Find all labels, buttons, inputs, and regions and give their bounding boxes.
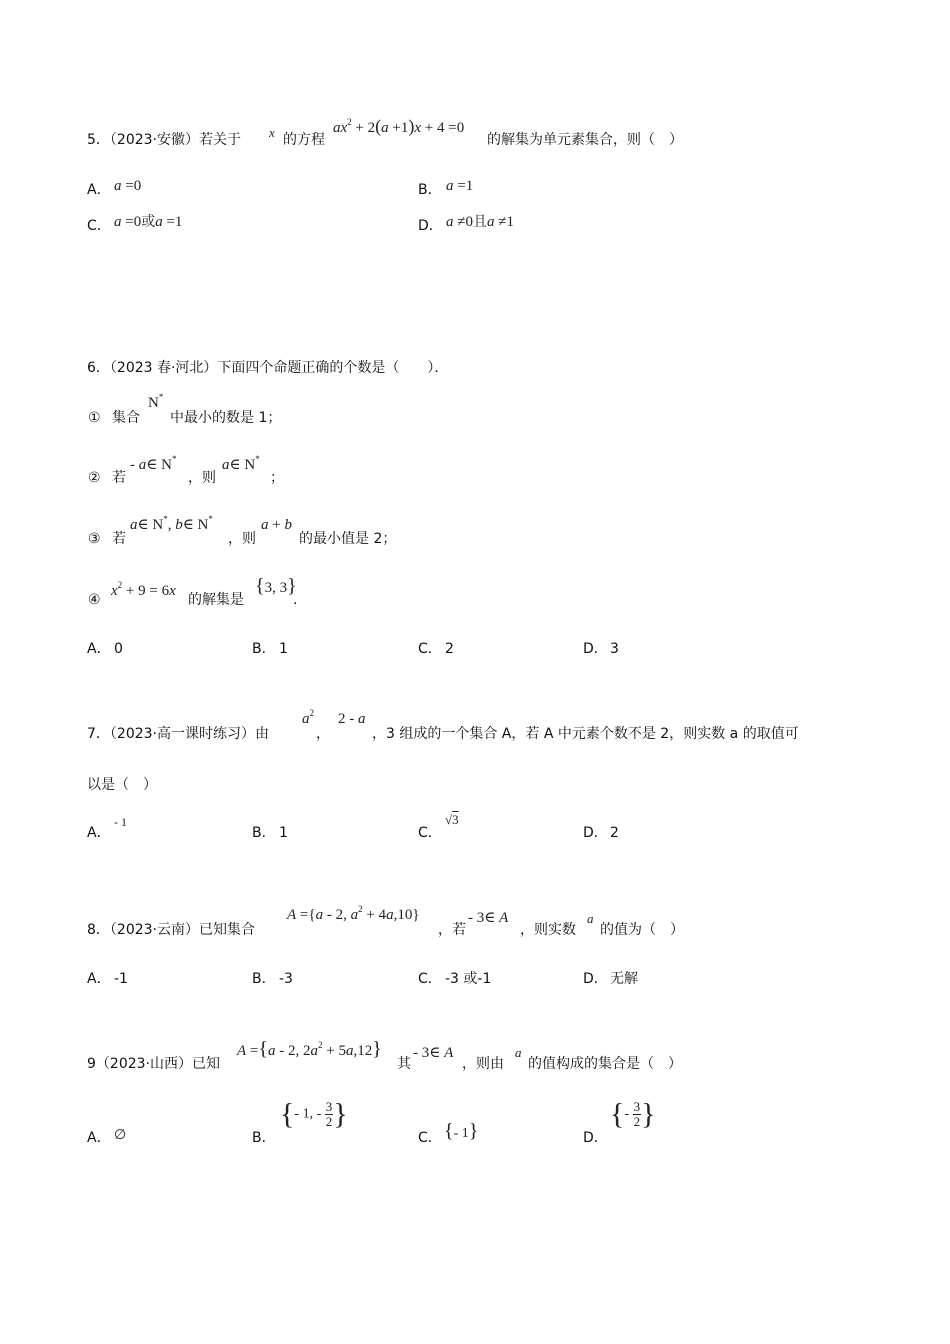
q8-option-b-label: B．: [252, 971, 276, 987]
q9-option-d-math: {- $\frac{3}{2}$ }: [610, 1097, 656, 1131]
q6-item2-text-b: ，则: [188, 470, 216, 486]
q6-item4-circle: ④: [88, 592, 101, 608]
q6-option-a-text: 0: [114, 641, 123, 657]
q5-suffix: 的解集为单元素集合，则（ ）: [487, 132, 683, 148]
q7-option-d-text: 2: [610, 825, 619, 841]
q6-item4-text-b: .: [293, 592, 298, 608]
q8-math-member: - 3∈ A: [468, 910, 509, 926]
q6-option-b-label: B．: [252, 641, 276, 657]
q9-option-c-label: C．: [418, 1130, 442, 1146]
q9-option-b-math: {- 1, - $\frac{3}{2}$ }: [280, 1097, 348, 1131]
q6-option-a-label: A．: [87, 641, 111, 657]
q8-option-a-label: A．: [87, 971, 111, 987]
q6-item3-text-a: 若: [112, 531, 126, 547]
q5-option-a-label: A．: [87, 182, 111, 198]
q5-option-a-math: a =0: [114, 178, 142, 194]
q9-var-a: a: [515, 1045, 522, 1060]
q9-suffix: 的值构成的集合是（ ）: [528, 1056, 682, 1072]
q5-mid: 的方程: [283, 132, 325, 148]
q8-prefix: 8．（2023·云南）已知集合: [87, 922, 255, 938]
q6-item3-circle: ③: [88, 531, 101, 547]
q9-mid2: ，则由: [462, 1056, 504, 1072]
q8-mid2: ，则实数: [520, 922, 576, 938]
q7-option-a-label: A．: [87, 825, 111, 841]
q8-var-a: a: [587, 911, 594, 926]
q8-option-b-text: -3: [279, 971, 293, 987]
q5-equation: $ax^2 + 2(a +1)x + 4 =0$: [333, 116, 465, 136]
q9-option-a-math: ∅: [114, 1128, 127, 1143]
q6-item3-text-b: ，则: [228, 531, 256, 547]
q9-math-member: - 3∈ A: [413, 1045, 454, 1061]
q9-option-c-math: {- 1}: [444, 1120, 479, 1142]
q5-option-d-label: D．: [418, 218, 443, 234]
q9-option-d-label: D．: [583, 1130, 608, 1146]
q6-item2-text-c: ；: [270, 470, 284, 486]
q5-prefix: 5．（2023·安徽）若关于: [87, 132, 241, 148]
q9-option-b-label: B．: [252, 1130, 276, 1146]
q9-mid: 其: [397, 1056, 411, 1072]
q6-item3-math1: a∈ N*, b∈ N*: [130, 514, 213, 533]
q9-prefix: 9（2023·山西）已知: [87, 1056, 220, 1072]
q6-option-d-text: 3: [610, 641, 619, 657]
q5-option-d-math: a ≠0且a ≠1: [446, 214, 514, 230]
q6-item2-circle: ②: [88, 470, 101, 486]
q7-option-a-math: - 1: [114, 815, 127, 829]
q6-item1-math: N*: [148, 392, 164, 411]
q9-option-a-label: A．: [87, 1130, 111, 1146]
q6-item1-text-b: 中最小的数是 1；: [170, 410, 282, 426]
q6-item4-math1: $x^2 + 9 = 6x$: [111, 580, 176, 599]
q5-option-b-label: B．: [418, 182, 442, 198]
q7-comma: ，: [316, 726, 330, 742]
q6-item3-math2: a + b: [261, 517, 292, 533]
q5-option-c-math: a =0或a =1: [114, 214, 183, 230]
q7-prefix: 7．（2023·高一课时练习）由: [87, 726, 269, 742]
q6-option-c-text: 2: [445, 641, 454, 657]
q8-option-c-text: -3 或-1: [445, 971, 492, 987]
q8-option-a-text: -1: [114, 971, 128, 987]
q8-math-set: A ={a - 2, $a^2 + 4a,10$}: [287, 904, 420, 923]
q9-math-set: A ={a - 2, $2a^2 + 5a,12$}: [237, 1038, 382, 1060]
q7-line2: 以是（ ）: [87, 777, 157, 793]
q6-item1-text-a: 集合: [112, 410, 140, 426]
q8-option-d-label: D．: [583, 971, 608, 987]
q7-option-c-math: √3: [445, 812, 459, 827]
q6-item2-text-a: 若: [112, 470, 126, 486]
q8-suffix: 的值为（ ）: [600, 922, 684, 938]
q7-math-2-minus-a: 2 - a: [338, 711, 366, 727]
q7-option-d-label: D．: [583, 825, 608, 841]
q5-var-x: x: [269, 125, 275, 140]
q8-option-d-text: 无解: [610, 971, 638, 987]
q6-option-c-label: C．: [418, 641, 442, 657]
q7-option-c-label: C．: [418, 825, 442, 841]
q5-option-c-label: C．: [87, 218, 111, 234]
q6-option-d-label: D．: [583, 641, 608, 657]
q7-suffix: ，3 组成的一个集合 A，若 A 中元素个数不是 2，则实数 a 的取值可: [372, 726, 799, 742]
q7-math-a-squared: $a^2$: [302, 708, 314, 727]
q6-option-b-text: 1: [279, 641, 288, 657]
q6-item2-math2: a∈ N*: [222, 454, 260, 473]
q8-mid: ，若: [438, 922, 466, 938]
q6-item3-text-c: 的最小值是 2；: [299, 531, 397, 547]
q7-option-b-text: 1: [279, 825, 288, 841]
q6-item1-circle: ①: [88, 410, 101, 426]
q6-stem: 6．（2023 春·河北）下面四个命题正确的个数是（ ）．: [87, 360, 449, 376]
q7-option-b-label: B．: [252, 825, 276, 841]
q8-option-c-label: C．: [418, 971, 442, 987]
q5-option-b-math: a =1: [446, 178, 474, 194]
q6-item2-math1: - a∈ N*: [130, 454, 177, 473]
q6-item4-text-a: 的解集是: [188, 592, 244, 608]
q6-item4-math2: {3, 3}: [255, 575, 297, 597]
